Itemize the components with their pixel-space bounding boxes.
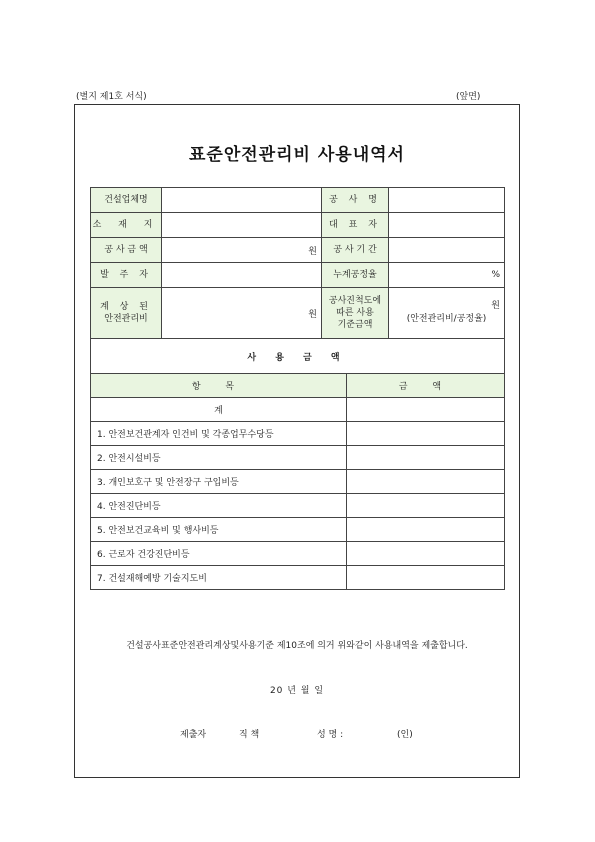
contract-amount-field[interactable]: 원 bbox=[162, 238, 322, 263]
usage-amount-field[interactable] bbox=[347, 518, 505, 542]
project-name-label: 공 사 명 bbox=[322, 188, 389, 213]
total-amount-field[interactable] bbox=[347, 398, 505, 422]
criteria-label-line3: 기준금액 bbox=[337, 320, 373, 331]
client-field[interactable] bbox=[162, 263, 322, 288]
info-row bbox=[91, 288, 505, 339]
budget-label-line2: 안전관리비 bbox=[104, 314, 148, 324]
total-row bbox=[91, 398, 505, 422]
usage-item-label: 2. 안전시설비등 bbox=[91, 446, 347, 470]
criteria-label bbox=[322, 288, 389, 339]
page-side-label: (앞면) bbox=[456, 92, 481, 102]
company-name-label: 건설업체명 bbox=[91, 188, 162, 213]
usage-item-label: 7. 건설재해예방 기술지도비 bbox=[91, 566, 347, 590]
criteria-won: 원 bbox=[491, 301, 500, 312]
date-line[interactable]: 20 년 월 일 bbox=[269, 686, 325, 696]
table-row bbox=[91, 542, 505, 566]
usage-item-label: 5. 안전보건교육비 및 행사비등 bbox=[91, 518, 347, 542]
usage-item-label: 4. 안전진단비등 bbox=[91, 494, 347, 518]
info-row bbox=[91, 263, 505, 288]
table-row bbox=[91, 566, 505, 590]
table-row bbox=[91, 422, 505, 446]
submission-statement: 건설공사표준안전관리계상및사용기준 제10조에 의거 위와같이 사용내역을 제출합니다. bbox=[126, 641, 468, 651]
submitter-label: 제출자 bbox=[180, 730, 207, 740]
info-row bbox=[91, 213, 505, 238]
usage-amount-field[interactable] bbox=[347, 494, 505, 518]
table-row bbox=[91, 470, 505, 494]
document-title: 표준안전관리비 사용내역서 bbox=[189, 145, 405, 165]
total-label: 계 bbox=[91, 398, 347, 422]
progress-rate-field[interactable]: % bbox=[389, 263, 505, 288]
representative-label: 대 표 자 bbox=[322, 213, 389, 238]
usage-item-label: 3. 개인보호구 및 안전장구 구입비등 bbox=[91, 470, 347, 494]
usage-item-label: 1. 안전보건관계자 인건비 및 각종업무수당등 bbox=[91, 422, 347, 446]
budget-label-line1: 계 상 된 bbox=[100, 301, 152, 312]
usage-header-row bbox=[91, 374, 505, 398]
criteria-label-line2: 따른 사용 bbox=[336, 307, 374, 318]
usage-item-label: 6. 근로자 건강진단비등 bbox=[91, 542, 347, 566]
client-label: 발 주 자 bbox=[91, 263, 162, 288]
info-row bbox=[91, 188, 505, 213]
project-name-field[interactable] bbox=[389, 188, 505, 213]
usage-amount-field[interactable] bbox=[347, 422, 505, 446]
representative-field[interactable] bbox=[389, 213, 505, 238]
usage-amount-field[interactable] bbox=[347, 542, 505, 566]
period-field[interactable] bbox=[389, 238, 505, 263]
amount-column-header: 금 액 bbox=[347, 374, 505, 398]
usage-table bbox=[90, 338, 505, 590]
usage-title-row bbox=[91, 339, 505, 374]
criteria-field[interactable] bbox=[389, 288, 505, 339]
usage-title: 사 용 금 액 bbox=[91, 339, 505, 374]
seal-label[interactable]: (인) bbox=[397, 730, 413, 740]
criteria-label-line1: 공사진척도에 bbox=[328, 295, 382, 306]
form-number-label: (별지 제1호 서식) bbox=[76, 92, 147, 102]
criteria-formula: (안전관리비/공정율) bbox=[406, 314, 487, 324]
location-field[interactable] bbox=[162, 213, 322, 238]
table-row bbox=[91, 518, 505, 542]
progress-rate-label: 누계공정율 bbox=[322, 263, 389, 288]
budget-label bbox=[91, 288, 162, 339]
company-name-field[interactable] bbox=[162, 188, 322, 213]
item-column-header: 항 목 bbox=[91, 374, 347, 398]
info-row bbox=[91, 238, 505, 263]
project-info-table bbox=[90, 187, 505, 339]
name-label[interactable]: 성 명 : bbox=[317, 730, 344, 740]
budget-field[interactable]: 원 bbox=[162, 288, 322, 339]
usage-amount-field[interactable] bbox=[347, 470, 505, 494]
position-label[interactable]: 직 책 bbox=[239, 730, 260, 740]
usage-amount-field[interactable] bbox=[347, 566, 505, 590]
location-label: 소 재 지 bbox=[91, 213, 162, 238]
contract-amount-label: 공 사 금 액 bbox=[91, 238, 162, 263]
table-row bbox=[91, 494, 505, 518]
usage-amount-field[interactable] bbox=[347, 446, 505, 470]
period-label: 공 사 기 간 bbox=[322, 238, 389, 263]
table-row bbox=[91, 446, 505, 470]
